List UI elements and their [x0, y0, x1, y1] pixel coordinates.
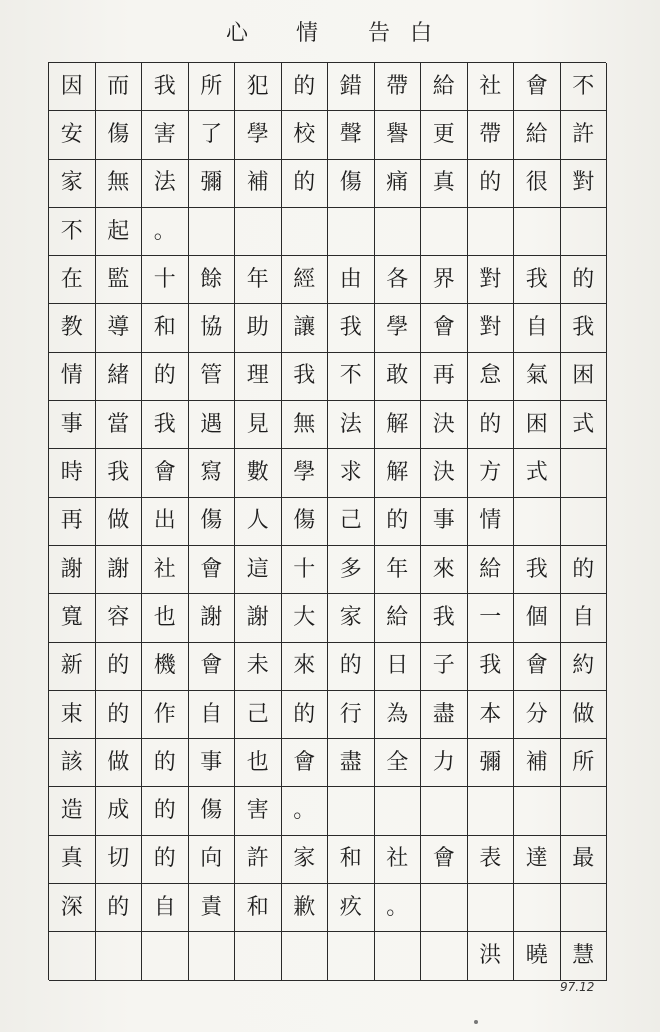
grid-cell — [96, 932, 143, 980]
grid-cell: 教 — [49, 304, 96, 352]
grid-cell: 也 — [142, 594, 189, 642]
grid-cell: 錯 — [328, 63, 375, 111]
grid-cell — [421, 932, 468, 980]
grid-cell: 學 — [235, 111, 282, 159]
grid-cell — [189, 208, 236, 256]
grid-cell: 社 — [375, 836, 422, 884]
grid-cell: 和 — [235, 884, 282, 932]
grid-cell: 法 — [142, 160, 189, 208]
grid-cell: 本 — [468, 691, 515, 739]
grid-cell: 的 — [468, 401, 515, 449]
grid-cell: 的 — [142, 353, 189, 401]
grid-cell: 各 — [375, 256, 422, 304]
grid-cell: 解 — [375, 449, 422, 497]
grid-cell: 解 — [375, 401, 422, 449]
grid-cell: 個 — [514, 594, 561, 642]
grid-cell: 困 — [561, 353, 608, 401]
grid-cell: 也 — [235, 739, 282, 787]
grid-cell: 氣 — [514, 353, 561, 401]
date-note: 97.12 — [560, 980, 595, 994]
grid-cell: 痛 — [375, 160, 422, 208]
grid-cell: 真 — [421, 160, 468, 208]
grid-cell: 由 — [328, 256, 375, 304]
grid-cell — [514, 787, 561, 835]
grid-cell: 作 — [142, 691, 189, 739]
grid-cell: 。 — [282, 787, 329, 835]
grid-cell: 傷 — [328, 160, 375, 208]
grid-cell: 洪 — [468, 932, 515, 980]
grid-cell: 的 — [142, 836, 189, 884]
grid-cell: 助 — [235, 304, 282, 352]
grid-cell: 自 — [514, 304, 561, 352]
grid-cell: 家 — [49, 160, 96, 208]
grid-cell: 彌 — [468, 739, 515, 787]
grid-cell: 做 — [561, 691, 608, 739]
grid-cell: 決 — [421, 401, 468, 449]
grid-cell: 會 — [514, 643, 561, 691]
grid-cell: 聲 — [328, 111, 375, 159]
grid-cell: 自 — [561, 594, 608, 642]
grid-cell: 來 — [282, 643, 329, 691]
grid-cell: 數 — [235, 449, 282, 497]
punch-mark — [474, 1020, 478, 1024]
grid-cell: 謝 — [96, 546, 143, 594]
grid-cell: 式 — [514, 449, 561, 497]
grid-cell: 帶 — [468, 111, 515, 159]
grid-cell: 而 — [96, 63, 143, 111]
grid-cell: 當 — [96, 401, 143, 449]
grid-cell — [375, 932, 422, 980]
grid-cell: 家 — [282, 836, 329, 884]
grid-cell: 的 — [282, 63, 329, 111]
grid-cell: 事 — [49, 401, 96, 449]
grid-cell: 起 — [96, 208, 143, 256]
grid-cell: 會 — [421, 304, 468, 352]
grid-cell: 謝 — [235, 594, 282, 642]
grid-cell: 不 — [561, 63, 608, 111]
grid-cell: 式 — [561, 401, 608, 449]
grid-cell: 盡 — [421, 691, 468, 739]
grid-cell — [468, 884, 515, 932]
grid-cell: 協 — [189, 304, 236, 352]
grid-cell: 十 — [142, 256, 189, 304]
grid-cell: 讓 — [282, 304, 329, 352]
grid-cell: 不 — [49, 208, 96, 256]
grid-cell — [421, 884, 468, 932]
grid-cell: 監 — [96, 256, 143, 304]
grid-cell: 見 — [235, 401, 282, 449]
grid-cell: 的 — [96, 643, 143, 691]
grid-cell: 我 — [514, 256, 561, 304]
grid-cell: 許 — [561, 111, 608, 159]
grid-cell: 的 — [96, 691, 143, 739]
grid-cell — [375, 787, 422, 835]
grid-cell: 再 — [49, 498, 96, 546]
grid-cell: 許 — [235, 836, 282, 884]
grid-cell — [561, 449, 608, 497]
grid-cell: 表 — [468, 836, 515, 884]
grid-cell: 做 — [96, 498, 143, 546]
grid-cell: 該 — [49, 739, 96, 787]
grid-cell — [189, 932, 236, 980]
grid-cell: 給 — [375, 594, 422, 642]
grid-cell — [328, 787, 375, 835]
grid-cell: 子 — [421, 643, 468, 691]
grid-cell: 社 — [142, 546, 189, 594]
grid-cell: 無 — [282, 401, 329, 449]
grid-cell: 給 — [514, 111, 561, 159]
grid-cell: 補 — [514, 739, 561, 787]
grid-cell: 譽 — [375, 111, 422, 159]
grid-cell — [421, 208, 468, 256]
grid-cell: 和 — [142, 304, 189, 352]
grid-cell: 安 — [49, 111, 96, 159]
grid-cell: 寫 — [189, 449, 236, 497]
grid-cell: 的 — [375, 498, 422, 546]
grid-cell: 年 — [235, 256, 282, 304]
grid-cell: 。 — [142, 208, 189, 256]
grid-cell — [282, 932, 329, 980]
grid-cell: 寬 — [49, 594, 96, 642]
grid-cell: 機 — [142, 643, 189, 691]
grid-cell: 深 — [49, 884, 96, 932]
grid-cell: 達 — [514, 836, 561, 884]
grid-cell: 彌 — [189, 160, 236, 208]
grid-cell: 的 — [96, 884, 143, 932]
grid-cell: 會 — [142, 449, 189, 497]
grid-cell: 方 — [468, 449, 515, 497]
grid-cell: 我 — [96, 449, 143, 497]
title-char-4: 白 — [410, 21, 433, 46]
grid-cell: 出 — [142, 498, 189, 546]
grid-cell: 害 — [142, 111, 189, 159]
grid-cell: 。 — [375, 884, 422, 932]
grid-cell: 己 — [328, 498, 375, 546]
grid-cell: 大 — [282, 594, 329, 642]
grid-cell: 我 — [142, 63, 189, 111]
grid-cell: 的 — [328, 643, 375, 691]
grid-cell — [421, 787, 468, 835]
grid-cell: 成 — [96, 787, 143, 835]
grid-cell: 很 — [514, 160, 561, 208]
grid-cell: 歉 — [282, 884, 329, 932]
grid-cell: 曉 — [514, 932, 561, 980]
grid-cell: 這 — [235, 546, 282, 594]
grid-cell: 我 — [421, 594, 468, 642]
grid-cell: 再 — [421, 353, 468, 401]
grid-cell: 在 — [49, 256, 96, 304]
grid-cell: 所 — [189, 63, 236, 111]
grid-cell: 補 — [235, 160, 282, 208]
grid-cell: 盡 — [328, 739, 375, 787]
grid-cell: 更 — [421, 111, 468, 159]
grid-cell: 不 — [328, 353, 375, 401]
grid-cell: 對 — [561, 160, 608, 208]
grid-cell: 理 — [235, 353, 282, 401]
grid-cell: 的 — [561, 256, 608, 304]
grid-cell — [375, 208, 422, 256]
grid-cell: 法 — [328, 401, 375, 449]
grid-cell: 謝 — [189, 594, 236, 642]
grid-cell: 事 — [189, 739, 236, 787]
grid-cell: 經 — [282, 256, 329, 304]
grid-cell: 傷 — [96, 111, 143, 159]
grid-cell: 我 — [468, 643, 515, 691]
grid-cell: 害 — [235, 787, 282, 835]
grid-cell: 會 — [282, 739, 329, 787]
grid-cell: 容 — [96, 594, 143, 642]
grid-cell: 對 — [468, 256, 515, 304]
grid-cell: 怠 — [468, 353, 515, 401]
grid-cell: 束 — [49, 691, 96, 739]
grid-cell: 人 — [235, 498, 282, 546]
grid-cell — [328, 932, 375, 980]
grid-cell: 界 — [421, 256, 468, 304]
grid-cell — [468, 787, 515, 835]
grid-cell: 約 — [561, 643, 608, 691]
title-char-2: 情 — [296, 21, 319, 46]
grid-cell — [561, 787, 608, 835]
grid-cell: 給 — [468, 546, 515, 594]
grid-cell: 我 — [328, 304, 375, 352]
grid-cell: 日 — [375, 643, 422, 691]
grid-cell — [514, 498, 561, 546]
grid-cell: 分 — [514, 691, 561, 739]
grid-cell: 做 — [96, 739, 143, 787]
grid-cell: 的 — [468, 160, 515, 208]
grid-cell: 敢 — [375, 353, 422, 401]
grid-cell: 一 — [468, 594, 515, 642]
grid-cell: 傷 — [189, 787, 236, 835]
grid-cell: 力 — [421, 739, 468, 787]
page-title — [0, 8, 660, 52]
grid-cell: 疚 — [328, 884, 375, 932]
grid-cell: 給 — [421, 63, 468, 111]
grid-cell: 造 — [49, 787, 96, 835]
grid-cell: 情 — [468, 498, 515, 546]
grid-cell: 決 — [421, 449, 468, 497]
grid-cell: 真 — [49, 836, 96, 884]
grid-cell: 會 — [421, 836, 468, 884]
grid-cell: 學 — [375, 304, 422, 352]
grid-cell: 會 — [514, 63, 561, 111]
grid-cell: 傷 — [282, 498, 329, 546]
grid-cell: 自 — [189, 691, 236, 739]
grid-cell: 家 — [328, 594, 375, 642]
grid-cell: 己 — [235, 691, 282, 739]
grid-cell: 行 — [328, 691, 375, 739]
grid-cell: 多 — [328, 546, 375, 594]
grid-cell: 為 — [375, 691, 422, 739]
grid-cell: 十 — [282, 546, 329, 594]
grid-cell: 的 — [282, 160, 329, 208]
grid-cell — [142, 932, 189, 980]
grid-cell — [235, 932, 282, 980]
grid-cell: 餘 — [189, 256, 236, 304]
grid-cell: 帶 — [375, 63, 422, 111]
grid-cell: 謝 — [49, 546, 96, 594]
grid-cell — [514, 208, 561, 256]
grid-cell: 未 — [235, 643, 282, 691]
grid-cell: 的 — [561, 546, 608, 594]
grid-cell: 我 — [561, 304, 608, 352]
grid-cell: 管 — [189, 353, 236, 401]
grid-cell: 的 — [142, 739, 189, 787]
grid-cell: 我 — [514, 546, 561, 594]
grid-cell: 社 — [468, 63, 515, 111]
grid-cell: 情 — [49, 353, 96, 401]
grid-cell: 遇 — [189, 401, 236, 449]
grid-cell: 年 — [375, 546, 422, 594]
grid-cell: 和 — [328, 836, 375, 884]
grid-cell — [282, 208, 329, 256]
grid-cell: 新 — [49, 643, 96, 691]
grid-cell: 向 — [189, 836, 236, 884]
grid-cell: 導 — [96, 304, 143, 352]
grid-cell: 會 — [189, 643, 236, 691]
grid-cell: 的 — [282, 691, 329, 739]
grid-cell: 傷 — [189, 498, 236, 546]
grid-cell: 慧 — [561, 932, 608, 980]
grid-cell — [235, 208, 282, 256]
grid-cell: 會 — [189, 546, 236, 594]
grid-cell: 了 — [189, 111, 236, 159]
grid-cell: 校 — [282, 111, 329, 159]
grid-cell: 事 — [421, 498, 468, 546]
title-char-3: 告 — [368, 21, 391, 46]
grid-cell: 學 — [282, 449, 329, 497]
grid-cell — [468, 208, 515, 256]
grid-cell: 我 — [282, 353, 329, 401]
grid-cell — [328, 208, 375, 256]
grid-cell: 因 — [49, 63, 96, 111]
grid-cell: 犯 — [235, 63, 282, 111]
grid-cell: 全 — [375, 739, 422, 787]
grid-cell: 自 — [142, 884, 189, 932]
grid-cell: 的 — [142, 787, 189, 835]
grid-cell — [514, 884, 561, 932]
title-char-1: 心 — [226, 21, 249, 46]
grid-cell: 來 — [421, 546, 468, 594]
grid-cell: 責 — [189, 884, 236, 932]
grid-cell: 最 — [561, 836, 608, 884]
grid-cell — [561, 498, 608, 546]
grid-cell: 我 — [142, 401, 189, 449]
grid-cell: 對 — [468, 304, 515, 352]
grid-cell: 所 — [561, 739, 608, 787]
grid-cell — [49, 932, 96, 980]
grid-cell: 無 — [96, 160, 143, 208]
grid-cell — [561, 208, 608, 256]
grid-cell: 困 — [514, 401, 561, 449]
grid-cell: 求 — [328, 449, 375, 497]
grid-cell: 切 — [96, 836, 143, 884]
manuscript-grid — [48, 62, 606, 980]
grid-cell — [561, 884, 608, 932]
grid-cell: 緒 — [96, 353, 143, 401]
grid-cell: 時 — [49, 449, 96, 497]
